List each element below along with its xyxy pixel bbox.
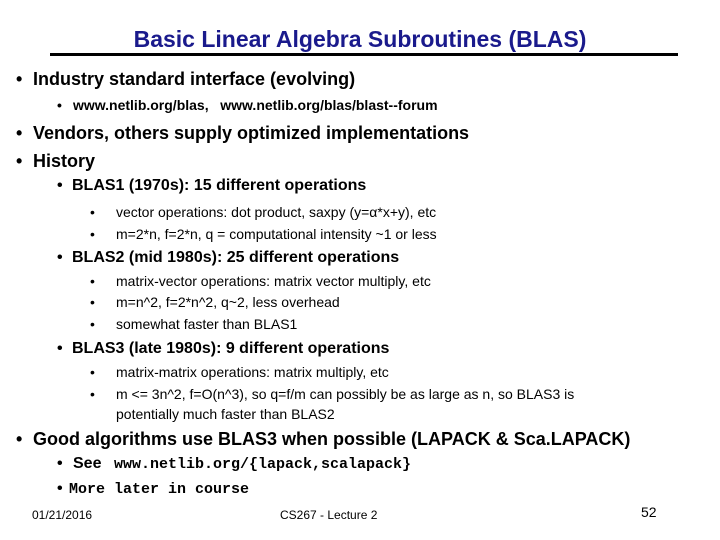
bullet-dot: •	[57, 249, 63, 266]
bullet-dot: •	[57, 340, 63, 357]
bullet-dot: •	[16, 69, 23, 89]
page-number: 52	[641, 504, 657, 520]
bullet-good-algorithms: Good algorithms use BLAS3 when possible (LAPACK & Sca.LAPACK)	[33, 429, 631, 449]
footer-date: 01/21/2016	[32, 508, 93, 522]
bullet-industry: Industry standard interface (evolving)	[33, 69, 356, 89]
bullet-dot: •	[57, 97, 62, 113]
see-prefix: See	[73, 455, 102, 472]
bullet-blas2-intensity: m=n^2, f=2*n^2, q~2, less overhead	[116, 294, 340, 310]
bullet-dot: •	[90, 386, 95, 402]
bullet-vendors: Vendors, others supply optimized implementations	[33, 123, 470, 143]
bullet-blas3-intensity-cont: potentially much faster than BLAS2	[116, 406, 335, 422]
bullet-blas1-intensity: m=2*n, f=2*n, q = computational intensity ~1 or less	[116, 226, 437, 242]
bullet-dot: •	[90, 273, 95, 289]
bullet-urls: www.netlib.org/blas, www.netlib.org/blas/blast--forum	[73, 97, 438, 113]
see-url: www.netlib.org/{lapack,scalapack}	[114, 456, 412, 473]
bullet-dot: •	[90, 316, 95, 332]
bullet-blas2-matvec-ops: matrix-vector operations: matrix vector multiply, etc	[116, 273, 431, 289]
bullet-dot: •	[90, 364, 95, 380]
footer-course: CS267 - Lecture 2	[280, 508, 378, 522]
bullet-blas3-matmat-ops: matrix-matrix operations: matrix multiply, etc	[116, 364, 389, 380]
bullet-blas1: BLAS1 (1970s): 15 different operations	[72, 177, 367, 194]
slide-title: Basic Linear Algebra Subroutines (BLAS)	[133, 26, 587, 52]
bullet-dot: •	[90, 204, 95, 220]
bullet-dot: •	[57, 455, 63, 472]
bullet-blas1-vector-ops: vector operations: dot product, saxpy (y=α*x+y), etc	[116, 204, 437, 220]
bullet-blas2-faster: somewhat faster than BLAS1	[116, 316, 298, 332]
bullet-blas2: BLAS2 (mid 1980s): 25 different operations	[72, 249, 400, 266]
bullet-history: History	[33, 151, 96, 171]
bullet-dot: •	[90, 294, 95, 310]
bullet-dot: •	[16, 123, 23, 143]
more-later: More later in course	[69, 481, 250, 498]
bullet-dot: •	[16, 151, 23, 171]
bullet-dot: •	[57, 177, 63, 194]
bullet-dot: •	[90, 226, 95, 242]
title-underline	[50, 53, 678, 56]
bullet-blas3: BLAS3 (late 1980s): 9 different operations	[72, 340, 390, 357]
bullet-dot: •	[57, 480, 63, 497]
bullet-dot: •	[16, 429, 23, 449]
bullet-blas3-intensity: m <= 3n^2, f=O(n^3), so q=f/m can possibly be as large as n, so BLAS3 is	[116, 386, 575, 402]
